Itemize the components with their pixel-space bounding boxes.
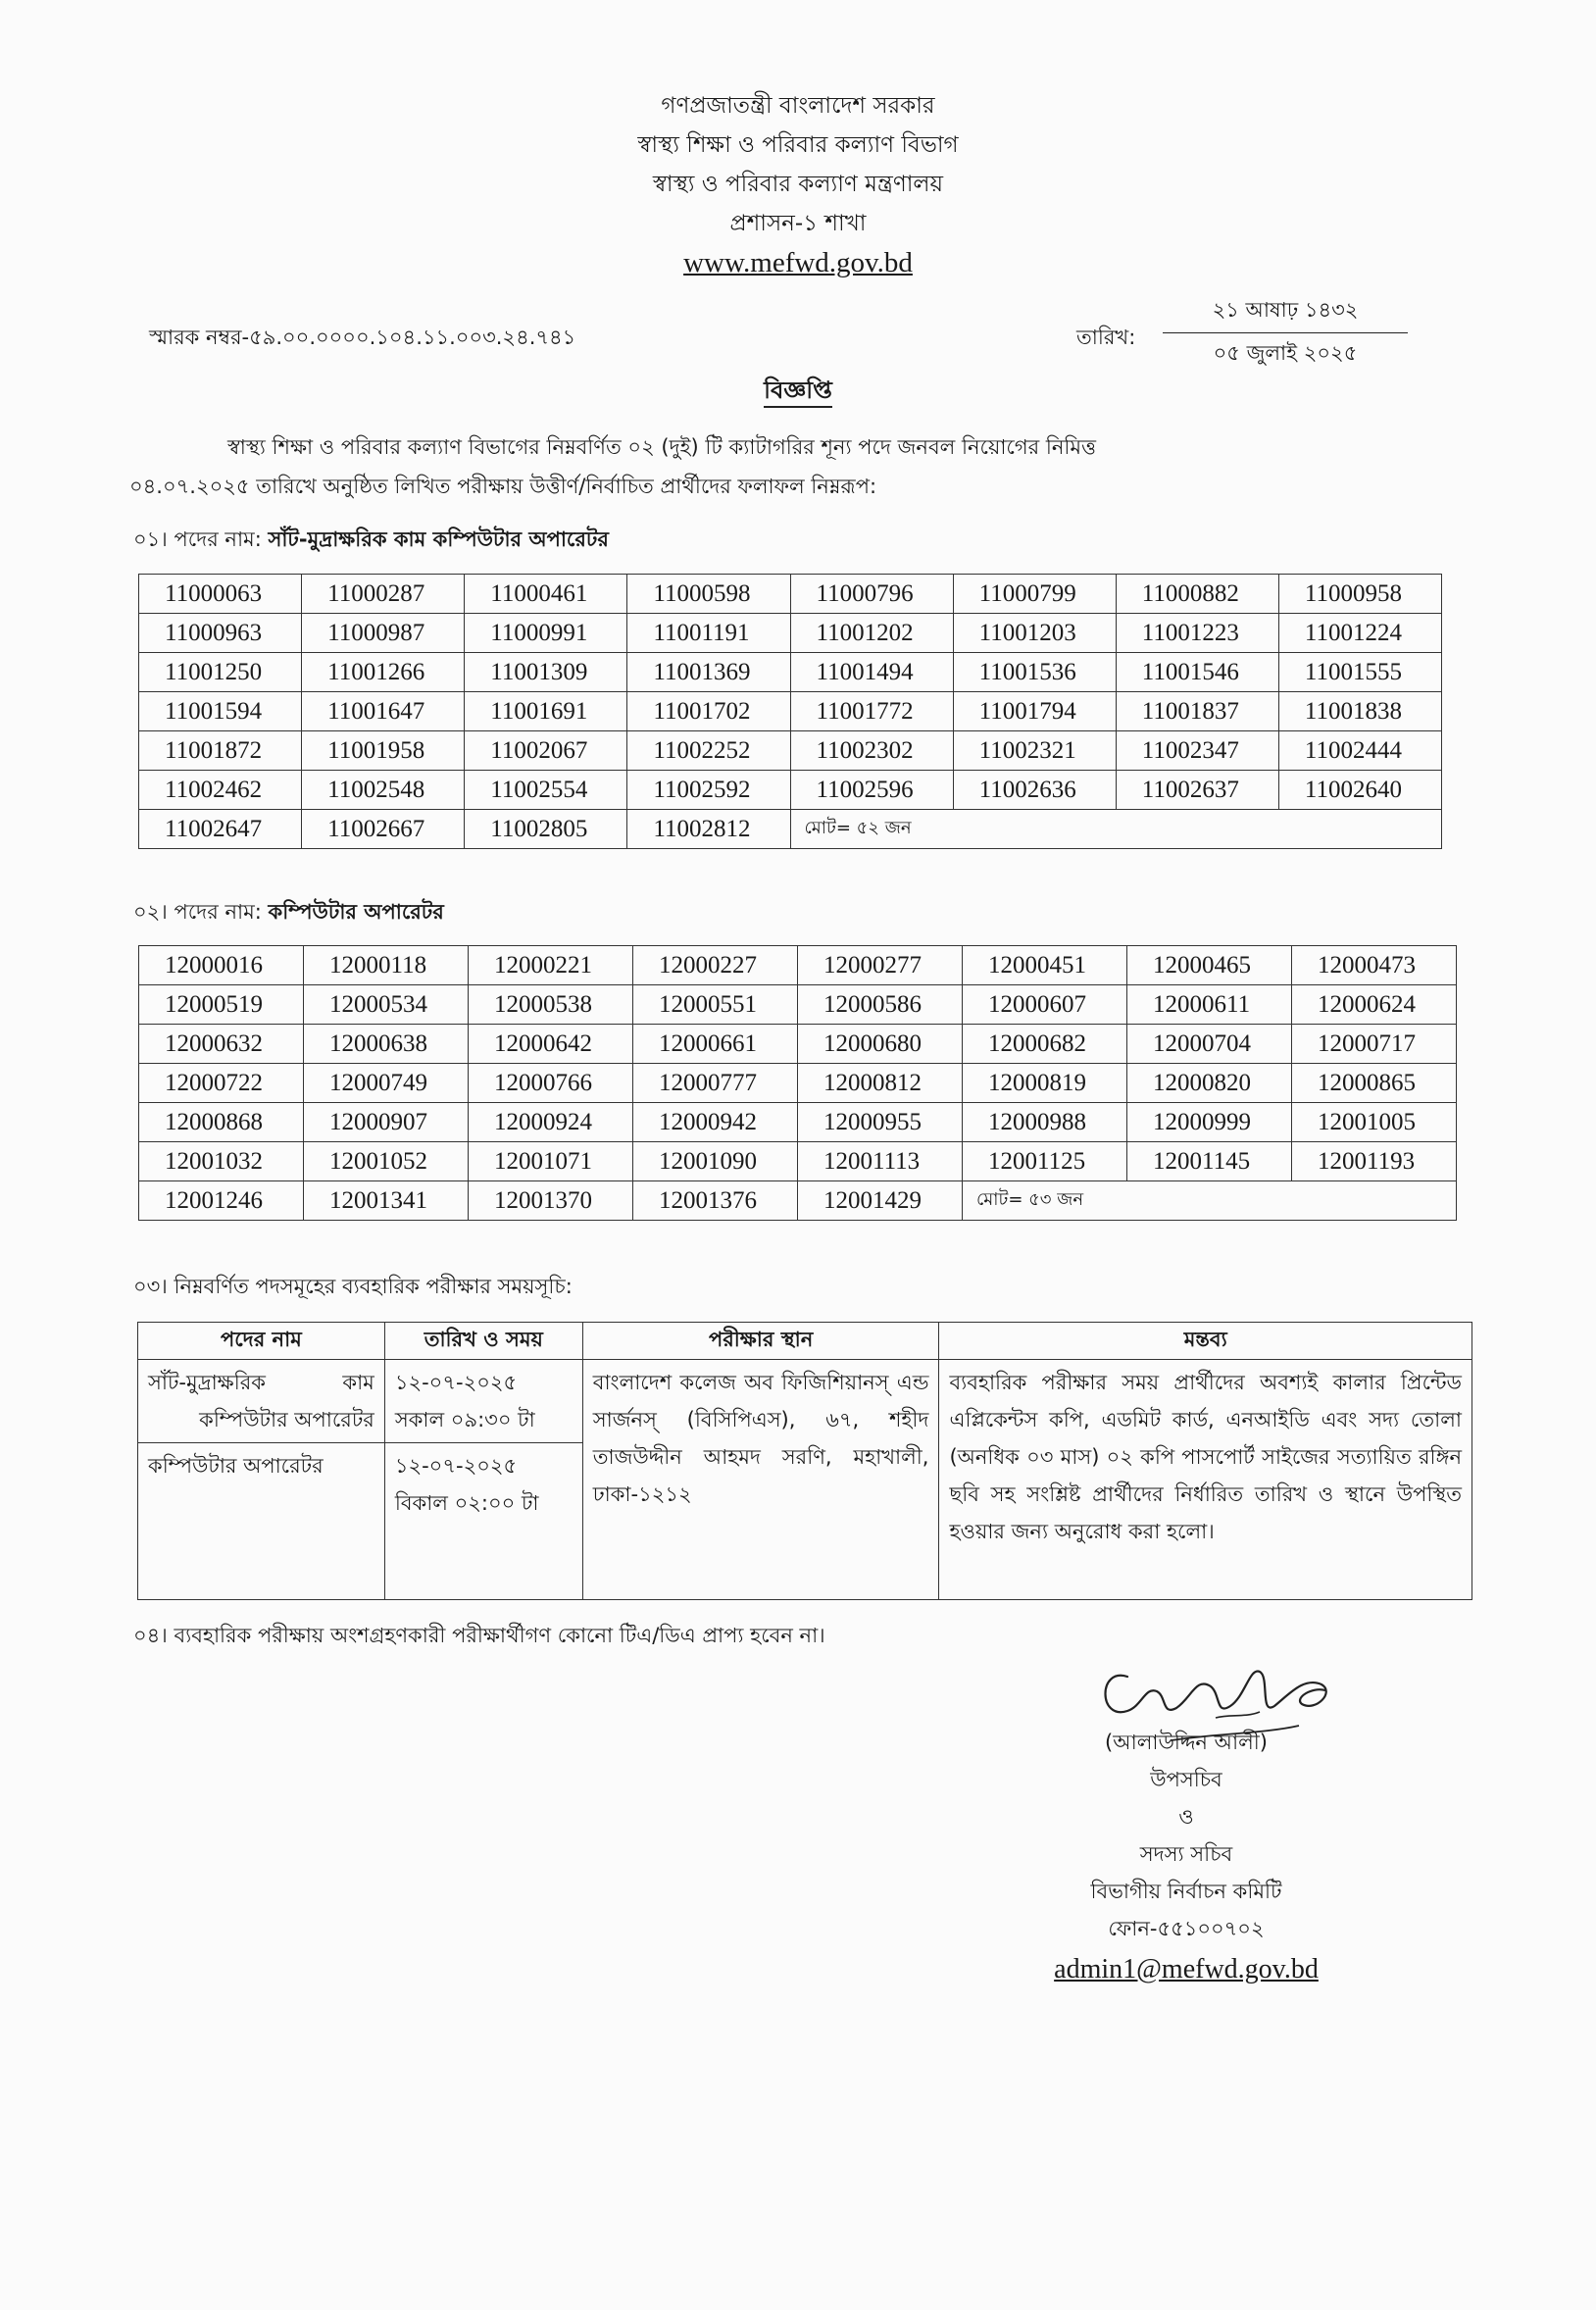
schedule-remarks: ব্যবহারিক পরীক্ষার সময় প্রার্থীদের অবশ্যই কালার প্রিন্টেড এপ্লিকেন্টস কপি, এডমিট কার্ড, এনআইডি এবং সদ্য তোলা (অনধিক ০৩ মাস) ০২ কপি পাসপোর্ট সাইজের সত্যায়িত রঙ্গিন ছবি সহ সংশ্লিষ্ট প্রার্থীদের নির্ধারিত তারিখ ও স্থানে উপস্থিত হওয়ার জন্য অনুরোধ করা হলো। [939,1360,1472,1600]
intro-line-1: স্বাস্থ্য শিক্ষা ও পরিবার কল্যাণ বিভাগের নিম্নবর্ণিত ০২ (দুই) টি ক্যাটাগরির শূন্য পদে জনবল নিয়োগের নিমিত্ত [227,435,1097,459]
roll-number-cell: 12000551 [633,985,798,1025]
practical-exam-schedule-table [137,1322,1472,1600]
roll-number-cell: 12000661 [633,1025,798,1064]
section-2-roll-table [138,945,1457,1221]
roll-number-cell: 11002347 [1116,731,1278,771]
roll-number-cell: 11001494 [790,653,953,692]
roll-number-cell: 12000534 [304,985,469,1025]
roll-number-cell: 11000882 [1116,575,1278,614]
roll-number-cell: 12000722 [139,1064,304,1103]
roll-number-cell: 12001193 [1292,1142,1457,1181]
roll-number-cell: 11002667 [302,810,465,849]
roll-number-cell: 11001309 [465,653,627,692]
roll-number-cell: 11000963 [139,614,302,653]
roll-row [139,810,1442,849]
schedule-row [138,1360,1472,1443]
roll-number-cell: 12001052 [304,1142,469,1181]
roll-number-cell: 12000907 [304,1103,469,1142]
roll-number-cell: 12000624 [1292,985,1457,1025]
roll-number-cell: 12001005 [1292,1103,1457,1142]
roll-number-cell: 12000819 [963,1064,1127,1103]
roll-number-cell: 11002592 [627,771,790,810]
roll-number-cell: 12000988 [963,1103,1127,1142]
schedule-post: কম্পিউটার অপারেটর [138,1443,385,1600]
roll-number-cell: 11001691 [465,692,627,731]
schedule-date-time: ১২-০৭-২০২৫ বিকাল ০২:০০ টা [384,1443,582,1600]
roll-number-cell: 11001203 [953,614,1116,653]
roll-number-cell: 11001369 [627,653,790,692]
date-bangla: ২১ আষাঢ় ১৪৩২ [1163,294,1408,333]
roll-number-cell: 11001837 [1116,692,1278,731]
header-venue: পরীক্ষার স্থান [582,1323,939,1360]
roll-number-cell: 12000519 [139,985,304,1025]
roll-number-cell: 11002548 [302,771,465,810]
section-1-heading: ০১। পদের নাম: সাঁট-মুদ্রাক্ষরিক কাম কম্পিউটার অপারেটর [133,527,609,551]
notice-title: বিজ্ঞপ্তি [0,373,1596,412]
roll-number-cell: 12000955 [798,1103,963,1142]
roll-number-cell: 12000638 [304,1025,469,1064]
roll-number-cell: 12000924 [469,1103,633,1142]
roll-number-cell: 12001071 [469,1142,633,1181]
signatory-name: (আলাউদ্দিন আলী) [1105,1731,1268,1754]
intro-line-2: ০৪.০৭.২০২৫ তারিখে অনুষ্ঠিত লিখিত পরীক্ষায় উত্তীর্ণ/নির্বাচিত প্রার্থীদের ফলাফল নিম্নরূপ: [129,475,877,498]
signatory-and: ও [1178,1805,1194,1829]
roll-number-cell: 12000632 [139,1025,304,1064]
roll-number-cell: 12000766 [469,1064,633,1103]
roll-number-cell: 12000611 [1127,985,1292,1025]
roll-number-cell: 12001090 [633,1142,798,1181]
header-date-time: তারিখ ও সময় [384,1323,582,1360]
roll-number-cell: 12000999 [1127,1103,1292,1142]
roll-number-cell: 11001555 [1278,653,1441,692]
roll-number-cell: 11001250 [139,653,302,692]
roll-number-cell: 12000865 [1292,1064,1457,1103]
roll-number-cell: 11001958 [302,731,465,771]
roll-number-cell: 12000642 [469,1025,633,1064]
section-1-roll-table [138,574,1442,849]
roll-number-cell: 12000704 [1127,1025,1292,1064]
memo-reference-number: স্মারক নম্বর-৫৯.০০.০০০০.১০৪.১১.০০৩.২৪.৭৪১ [149,326,576,349]
roll-number-cell: 11001647 [302,692,465,731]
notice-intro [129,427,1414,506]
roll-row [139,985,1457,1025]
roll-number-cell: 12001376 [633,1181,798,1221]
branch-name: প্রশাসন-১ শাখা [729,211,867,236]
roll-number-cell: 12000680 [798,1025,963,1064]
roll-number-cell: 12000942 [633,1103,798,1142]
roll-number-cell: 12000016 [139,946,304,985]
roll-number-cell: 11000461 [465,575,627,614]
signatory-block [941,1724,1431,1988]
roll-number-cell: 12000277 [798,946,963,985]
roll-number-cell: 11001772 [790,692,953,731]
signatory-designation: উপসচিব [1150,1768,1222,1791]
roll-number-cell: 11001546 [1116,653,1278,692]
roll-number-cell: 12000682 [963,1025,1127,1064]
roll-row [139,1181,1457,1221]
roll-number-cell: 11001594 [139,692,302,731]
roll-number-cell: 12001125 [963,1142,1127,1181]
schedule-header-row [138,1323,1472,1360]
roll-number-cell: 11001266 [302,653,465,692]
roll-row [139,1142,1457,1181]
roll-row [139,653,1442,692]
roll-number-cell: 12000118 [304,946,469,985]
roll-number-cell: 12000777 [633,1064,798,1103]
roll-number-cell: 12000221 [469,946,633,985]
roll-number-cell: 12000812 [798,1064,963,1103]
roll-number-cell: 11002812 [627,810,790,849]
roll-number-cell: 12001429 [798,1181,963,1221]
roll-number-cell: 11002647 [139,810,302,849]
roll-number-cell: 11000991 [465,614,627,653]
roll-number-cell: 11000063 [139,575,302,614]
roll-number-cell: 11000958 [1278,575,1441,614]
roll-number-cell: 12001246 [139,1181,304,1221]
roll-number-cell: 11000987 [302,614,465,653]
schedule-venue: বাংলাদেশ কলেজ অব ফিজিশিয়ানস্ এন্ড সার্জনস্ (বিসিপিএস), ৬৭, শহীদ তাজউদ্দীন আহমদ সরণি, মহাখালী, ঢাকা-১২১২ [582,1360,939,1600]
header-post: পদের নাম [138,1323,385,1360]
header-remarks: মন্তব্য [939,1323,1472,1360]
roll-number-cell: 11001838 [1278,692,1441,731]
roll-row [139,946,1457,985]
roll-number-cell: 11000799 [953,575,1116,614]
roll-number-cell: 11002805 [465,810,627,849]
website-link[interactable]: www.mefwd.gov.bd [683,247,913,278]
letterhead [0,86,1596,279]
roll-row [139,575,1442,614]
section-4-note: ০৪। ব্যবহারিক পরীক্ষায় অংশগ্রহণকারী পরীক্ষার্থীগণ কোনো টিএ/ডিএ প্রাপ্য হবেন না। [133,1624,825,1647]
roll-row [139,692,1442,731]
roll-number-cell: 12000538 [469,985,633,1025]
roll-number-cell: 11001224 [1278,614,1441,653]
roll-number-cell: 11002636 [953,771,1116,810]
roll-number-cell: 12000473 [1292,946,1457,985]
date-label: তারিখ: [1076,326,1136,349]
roll-number-cell: 12000868 [139,1103,304,1142]
roll-number-cell: 11000287 [302,575,465,614]
roll-number-cell: 12001341 [304,1181,469,1221]
roll-row [139,731,1442,771]
roll-number-cell: 11002462 [139,771,302,810]
date-english: ০৫ জুলাই ২০২৫ [1213,341,1358,365]
signatory-phone: ফোন-৫৫১০০৭০২ [1108,1917,1265,1940]
total-count-cell: মোট= ৫৩ জন [963,1181,1457,1221]
roll-row [139,1025,1457,1064]
roll-number-cell: 12000586 [798,985,963,1025]
roll-number-cell: 11001702 [627,692,790,731]
roll-number-cell: 11002554 [465,771,627,810]
ministry-name: স্বাস্থ্য ও পরিবার কল্যাণ মন্ত্রণালয় [652,172,944,197]
signatory-role: সদস্য সচিব [1139,1842,1233,1866]
roll-number-cell: 12000749 [304,1064,469,1103]
roll-row [139,1064,1457,1103]
roll-number-cell: 12000465 [1127,946,1292,985]
roll-number-cell: 12001370 [469,1181,633,1221]
signatory-email-link[interactable]: admin1@mefwd.gov.bd [1054,1954,1319,1984]
section-3-heading: ০৩। নিম্নবর্ণিত পদসমূহের ব্যবহারিক পরীক্ষার সময়সূচি: [133,1275,573,1298]
roll-number-cell: 11002637 [1116,771,1278,810]
signatory-committee: বিভাগীয় নির্বাচন কমিটি [1090,1880,1282,1903]
schedule-post: সাঁট-মুদ্রাক্ষরিক কাম কম্পিউটার অপারেটর [138,1360,385,1443]
division-name: স্বাস্থ্য শিক্ষা ও পরিবার কল্যাণ বিভাগ [637,132,959,158]
section-2-post-name: কম্পিউটার অপারেটর [268,900,444,924]
roll-number-cell: 11002640 [1278,771,1441,810]
roll-number-cell: 12000717 [1292,1025,1457,1064]
roll-number-cell: 11002596 [790,771,953,810]
roll-number-cell: 11001794 [953,692,1116,731]
roll-number-cell: 11001223 [1116,614,1278,653]
roll-number-cell: 11001191 [627,614,790,653]
roll-number-cell: 12000820 [1127,1064,1292,1103]
roll-number-cell: 11002067 [465,731,627,771]
roll-number-cell: 11001872 [139,731,302,771]
roll-number-cell: 11000598 [627,575,790,614]
roll-number-cell: 11002444 [1278,731,1441,771]
roll-row [139,1103,1457,1142]
roll-number-cell: 11001536 [953,653,1116,692]
roll-number-cell: 12000607 [963,985,1127,1025]
roll-number-cell: 12000227 [633,946,798,985]
total-count-cell: মোট= ৫২ জন [790,810,1442,849]
roll-row [139,771,1442,810]
roll-number-cell: 12000451 [963,946,1127,985]
section-1-post-name: সাঁট-মুদ্রাক্ষরিক কাম কম্পিউটার অপারেটর [268,527,609,551]
section-2-heading: ০২। পদের নাম: কম্পিউটার অপারেটর [133,900,444,924]
roll-number-cell: 11000796 [790,575,953,614]
roll-number-cell: 12001145 [1127,1142,1292,1181]
roll-number-cell: 12001032 [139,1142,304,1181]
roll-number-cell: 11002252 [627,731,790,771]
schedule-date-time: ১২-০৭-২০২৫ সকাল ০৯:৩০ টা [384,1360,582,1443]
roll-number-cell: 11001202 [790,614,953,653]
roll-number-cell: 11002302 [790,731,953,771]
government-name: গণপ্রজাতন্ত্রী বাংলাদেশ সরকার [661,93,935,119]
roll-number-cell: 12001113 [798,1142,963,1181]
roll-number-cell: 11002321 [953,731,1116,771]
roll-row [139,614,1442,653]
